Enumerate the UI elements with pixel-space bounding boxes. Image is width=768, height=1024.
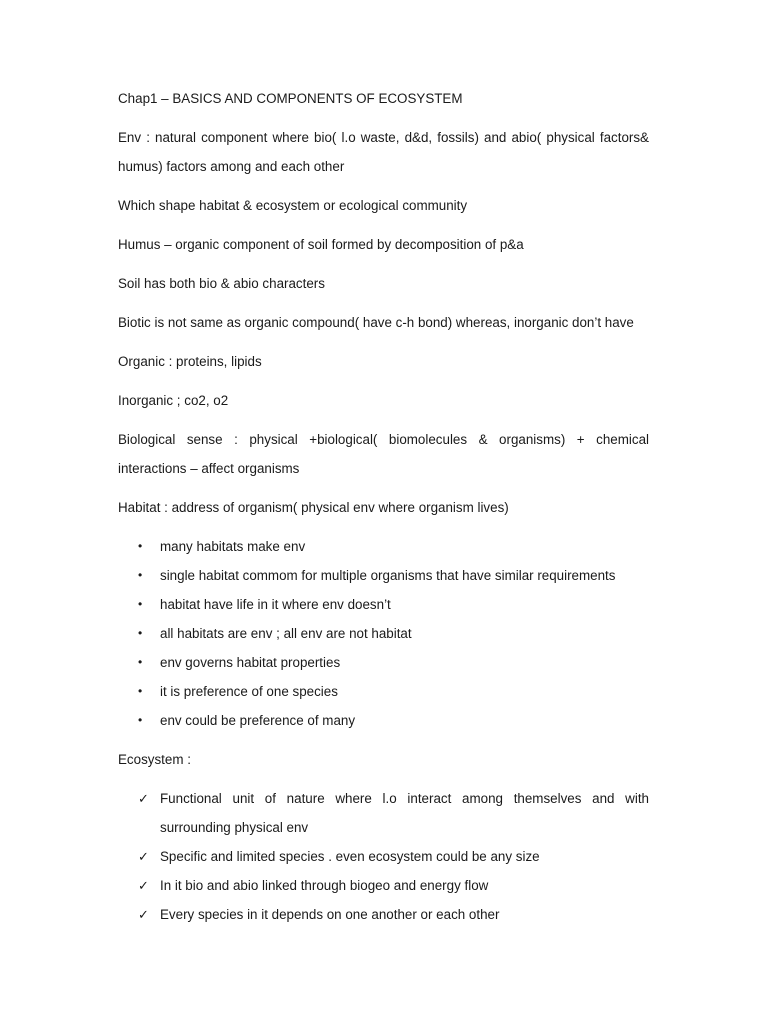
bullet-icon: • [138,655,143,669]
list-item-text: Specific and limited species . even ecosystem could be any size [160,849,540,864]
paragraph-organic: Organic : proteins, lipids [118,354,262,369]
checkmark-icon: ✓ [138,849,149,864]
list-item-text: env governs habitat properties [160,655,341,670]
list-item [118,619,649,648]
paragraph-shape-habitat: Which shape habitat & ecosystem or ecological community [118,198,468,213]
paragraph-env-definition: Env : natural component where bio( l.o waste, d&d, fossils) and abio( physical factors& humus) factors among and each other [118,130,649,174]
paragraph-habitat: Habitat : address of organism( physical env where organism lives) [118,500,509,515]
list-item [118,648,649,677]
list-item-text: it is preference of one species [160,684,338,699]
bullet-icon: • [138,597,143,611]
list-item [118,706,649,735]
list-item [118,590,649,619]
list-item-text: single habitat commom for multiple organisms that have similar requirements [160,568,616,583]
list-item-text: many habitats make env [160,539,306,554]
checkmark-icon: ✓ [138,907,149,922]
habitat-bullet-list [118,532,649,735]
paragraph-biological-sense: Biological sense : physical +biological( biomolecules & organisms) + chemical interactions – affect organisms [118,432,649,476]
paragraph-biotic: Biotic is not same as organic compound( have c-h bond) whereas, inorganic don’t have [118,315,634,330]
bullet-icon: • [138,568,143,582]
list-item-text: In it bio and abio linked through biogeo and energy flow [160,878,489,893]
list-item-text: Functional unit of nature where l.o interact among themselves and with surrounding physical env [160,791,649,835]
page-title: Chap1 – BASICS AND COMPONENTS OF ECOSYSTEM [118,91,463,106]
checkmark-icon: ✓ [138,878,149,893]
list-item [118,532,649,561]
document-page [118,84,649,939]
bullet-icon: • [138,713,143,727]
paragraph-humus: Humus – organic component of soil formed by decomposition of p&a [118,237,524,252]
paragraph-soil: Soil has both bio & abio characters [118,276,325,291]
list-item [118,871,649,900]
list-item-text: Every species in it depends on one another or each other [160,907,500,922]
list-item [118,677,649,706]
checkmark-icon: ✓ [138,791,149,806]
list-item [118,842,649,871]
list-item [118,784,649,842]
ecosystem-heading: Ecosystem : [118,752,191,767]
bullet-icon: • [138,626,143,640]
bullet-icon: • [138,539,143,553]
list-item [118,900,649,929]
paragraph-inorganic: Inorganic ; co2, o2 [118,393,229,408]
list-item-text: habitat have life in it where env doesn’t [160,597,391,612]
bullet-icon: • [138,684,143,698]
list-item [118,561,649,590]
ecosystem-check-list [118,784,649,929]
list-item-text: env could be preference of many [160,713,356,728]
list-item-text: all habitats are env ; all env are not habitat [160,626,412,641]
